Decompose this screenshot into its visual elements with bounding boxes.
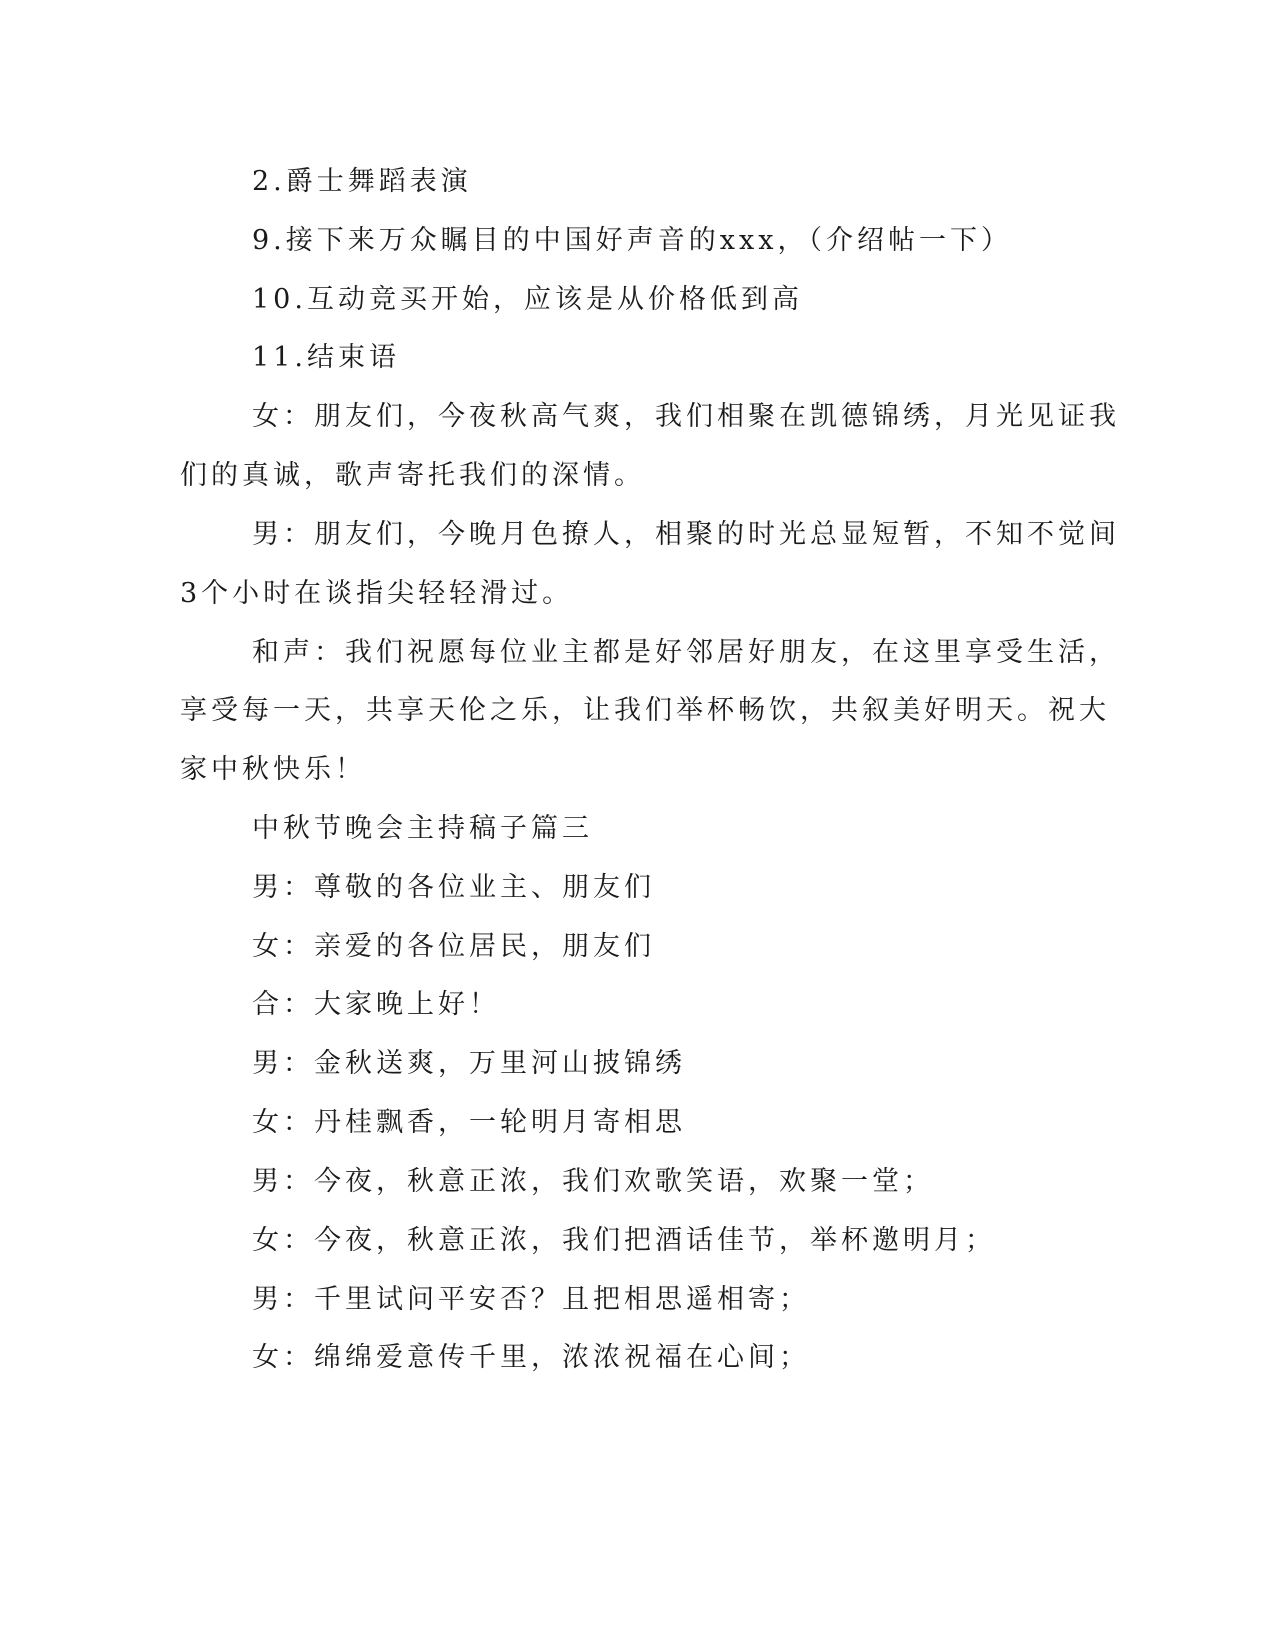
text-line: 男：千里试问平安否？且把相思遥相寄； xyxy=(252,1284,810,1315)
text-line: 男：金秋送爽，万里河山披锦绣 xyxy=(252,1048,686,1079)
text-line: 女：丹桂飘香，一轮明月寄相思 xyxy=(252,1107,686,1138)
text-line: 男：尊敬的各位业主、朋友们 xyxy=(252,872,655,903)
text-line: 男：朋友们，今晚月色撩人，相聚的时光总显短暂，不知不觉间 xyxy=(252,519,1120,550)
text-line: 女：今夜，秋意正浓，我们把酒话佳节，举杯邀明月； xyxy=(252,1225,996,1256)
text-line: 3个小时在谈指尖轻轻滑过。 xyxy=(180,578,574,609)
text-line: 女：亲爱的各位居民，朋友们 xyxy=(252,931,655,962)
text-line: 享受每一天，共享天伦之乐，让我们举杯畅饮，共叙美好明天。祝大 xyxy=(180,695,1110,726)
text-line: 女：绵绵爱意传千里，浓浓祝福在心间； xyxy=(252,1342,810,1373)
section-heading: 中秋节晚会主持稿子篇三 xyxy=(252,813,593,844)
text-line: 2.爵士舞蹈表演 xyxy=(252,166,472,197)
text-line: 10.互动竞买开始，应该是从价格低到高 xyxy=(252,284,803,315)
text-line: 和声：我们祝愿每位业主都是好邻居好朋友，在这里享受生活， xyxy=(252,637,1120,668)
text-line: 合：大家晚上好！ xyxy=(252,989,500,1020)
text-line: 11.结束语 xyxy=(252,342,400,373)
text-line: 男：今夜，秋意正浓，我们欢歌笑语，欢聚一堂； xyxy=(252,1166,934,1197)
text-line: 们的真诚，歌声寄托我们的深情。 xyxy=(180,460,645,491)
text-line: 家中秋快乐！ xyxy=(180,754,366,785)
text-line: 9.接下来万众瞩目的中国好声音的xxx，（介绍帖一下） xyxy=(252,225,1012,256)
text-line: 女：朋友们，今夜秋高气爽，我们相聚在凯德锦绣，月光见证我 xyxy=(252,401,1120,432)
